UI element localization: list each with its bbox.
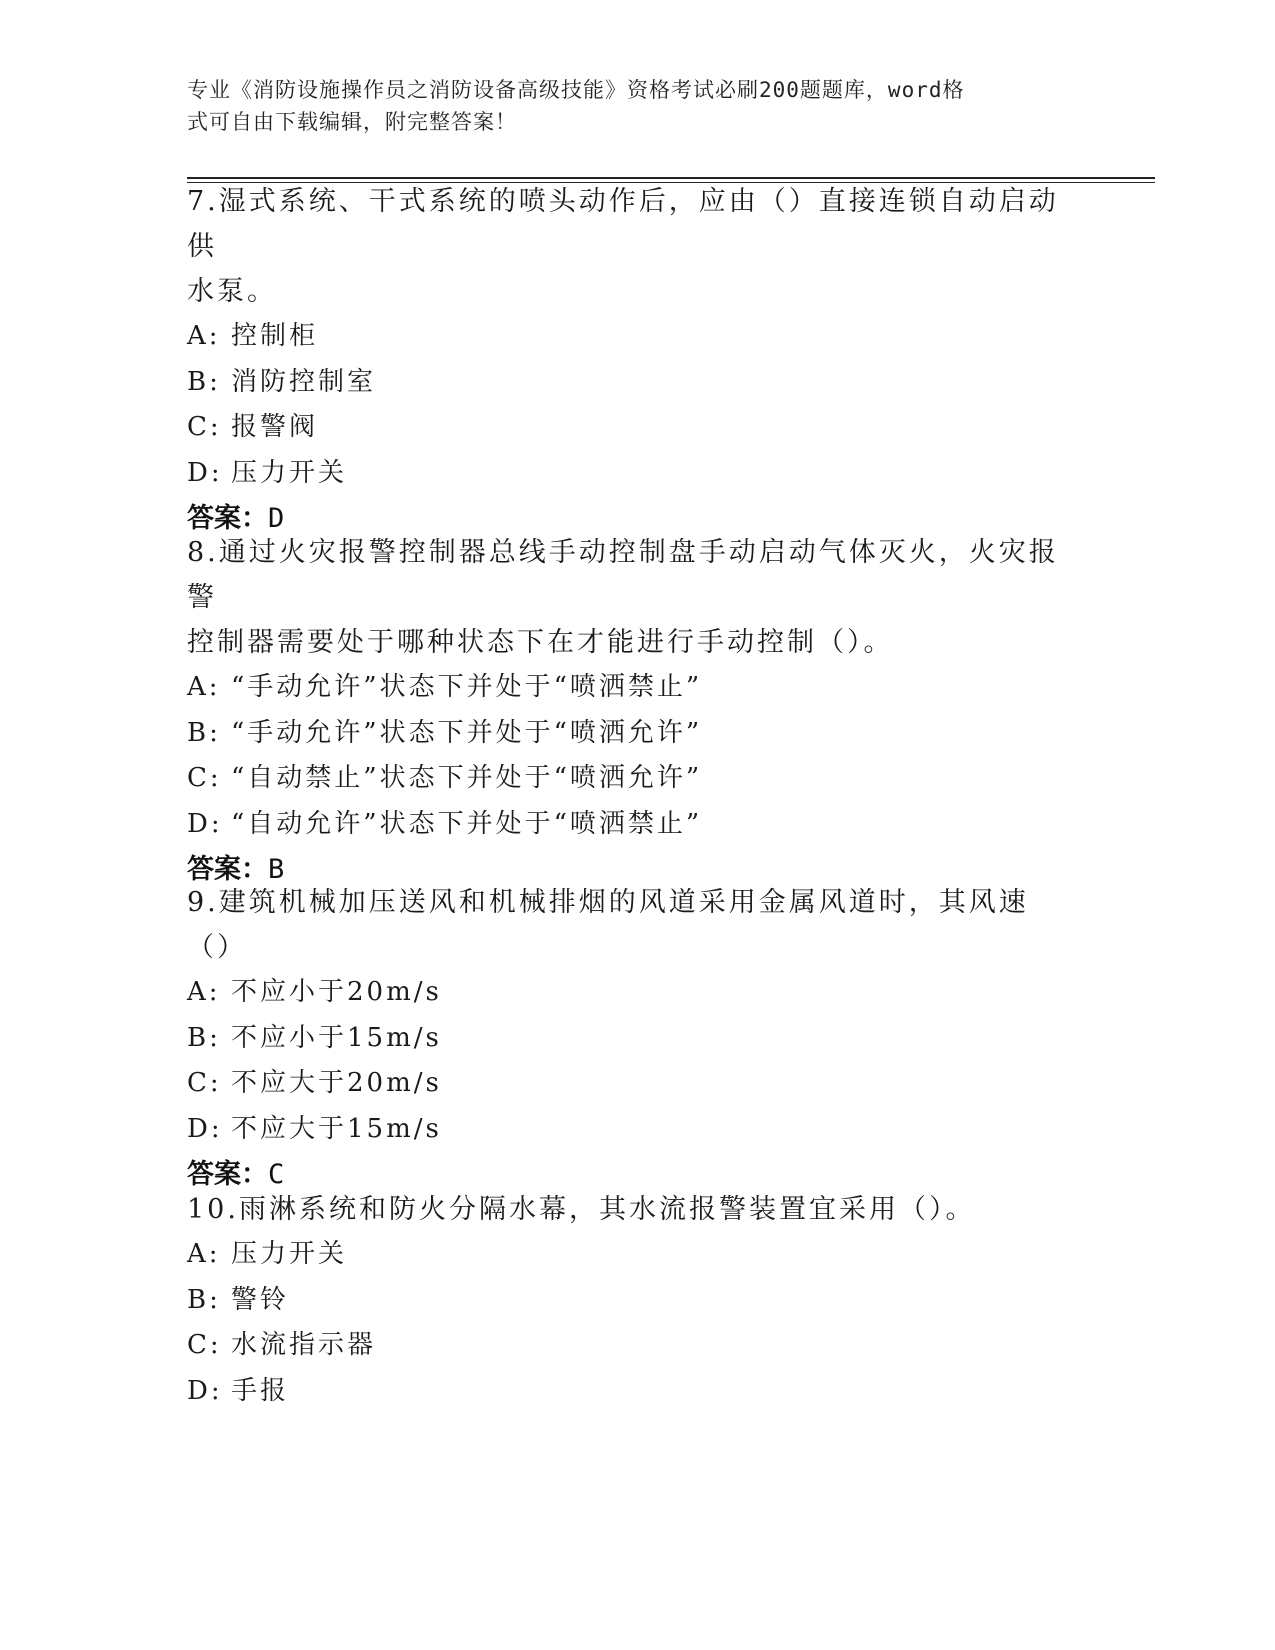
option-letter: C: (187, 1330, 222, 1360)
option-letter: D: (187, 1113, 223, 1144)
option-text: 警铃 (231, 1284, 290, 1315)
question-7 (187, 179, 1067, 541)
answer-value: B (268, 854, 285, 885)
option-b (187, 1016, 1067, 1062)
option-text: 报警阀 (231, 412, 319, 442)
option-letter: A: (187, 1239, 221, 1269)
option-text: 不应大于20m/s (231, 1068, 442, 1098)
option-text: 不应小于15m/s (231, 1022, 442, 1053)
option-text: 消防控制室 (231, 366, 377, 397)
option-b (187, 360, 1067, 406)
option-letter: C: (187, 1068, 222, 1098)
option-c (187, 756, 1067, 802)
option-d (187, 1369, 1067, 1415)
document-header (187, 74, 1067, 138)
answer-value: C (268, 1159, 285, 1190)
option-text: “手动允许”状态下并处于“喷洒禁止” (231, 672, 703, 702)
option-text: 手报 (231, 1375, 290, 1406)
question-8 (187, 530, 1067, 892)
question-stem-line: 水泵。 (187, 276, 277, 307)
option-text: 压力开关 (231, 457, 348, 488)
option-text: “自动禁止”状态下并处于“喷洒允许” (231, 763, 703, 793)
option-text: 控制柜 (231, 321, 319, 351)
question-stem-line: 9.建筑机械加压送风和机械排烟的风道采用金属风道时，其风速（） (187, 887, 1029, 963)
question-stem-line: 10.雨淋系统和防火分隔水幕，其水流报警装置宜采用（）。 (187, 1194, 976, 1225)
answer-label: 答案： (187, 854, 268, 885)
option-letter: C: (187, 763, 222, 793)
option-letter: A: (187, 977, 221, 1007)
question-9 (187, 880, 1067, 1197)
answer-label: 答案： (187, 1159, 268, 1190)
option-a (187, 314, 1067, 360)
option-letter: A: (187, 672, 221, 702)
option-letter: C: (187, 412, 222, 442)
option-text: 不应小于20m/s (231, 977, 442, 1007)
option-letter: B: (187, 1284, 221, 1315)
question-stem-line: 7.湿式系统、干式系统的喷头动作后，应由（）直接连锁自动启动供 (187, 186, 1059, 262)
option-c (187, 405, 1067, 451)
option-text: 不应大于15m/s (231, 1113, 442, 1144)
option-letter: A: (187, 321, 221, 351)
answer-value: D (268, 503, 285, 534)
option-letter: D: (187, 457, 223, 488)
option-text: 水流指示器 (231, 1330, 377, 1360)
option-d (187, 802, 1067, 848)
option-c (187, 1061, 1067, 1107)
question-stem-line: 8.通过火灾报警控制器总线手动控制盘手动启动气体灭火，火灾报警 (187, 537, 1059, 613)
option-letter: D: (187, 1375, 223, 1406)
option-text: 压力开关 (231, 1239, 348, 1269)
option-a (187, 970, 1067, 1016)
header-line-1: 专业《消防设施操作员之消防设备高级技能》资格考试必刷200题题库，word格 (187, 78, 965, 102)
option-d (187, 1107, 1067, 1153)
option-letter: B: (187, 366, 221, 397)
answer-label: 答案： (187, 503, 268, 534)
option-letter: B: (187, 717, 221, 748)
option-text: “手动允许”状态下并处于“喷洒允许” (231, 717, 703, 748)
option-letter: B: (187, 1022, 221, 1053)
option-b (187, 711, 1067, 757)
question-stem-line: 控制器需要处于哪种状态下在才能进行手动控制（）。 (187, 627, 894, 658)
question-10 (187, 1187, 1067, 1414)
header-line-2: 式可自由下载编辑，附完整答案！ (187, 110, 517, 134)
option-a (187, 1232, 1067, 1278)
option-b (187, 1278, 1067, 1324)
option-letter: D: (187, 808, 223, 839)
option-text: “自动允许”状态下并处于“喷洒禁止” (231, 808, 703, 839)
option-c (187, 1323, 1067, 1369)
option-d (187, 451, 1067, 497)
option-a (187, 665, 1067, 711)
